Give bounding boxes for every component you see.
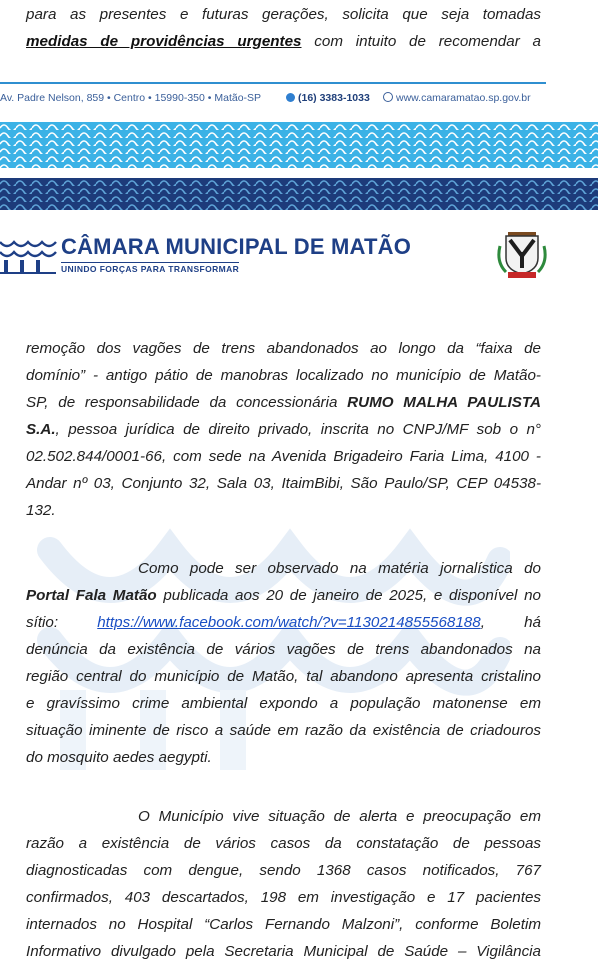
footer-website xyxy=(383,92,531,104)
paragraph-3 xyxy=(26,803,541,965)
footer-phone-text: (16) 3383-1033 xyxy=(298,92,370,104)
p2-line-2b: publicada aos 20 de janeiro de 2025, e disponível no xyxy=(163,587,541,604)
p2-line-4: denúncia da existência de vários vagões de trens abandonados na xyxy=(26,641,541,658)
p2-line-5: região central do município de Matão, tal abandono apresenta cristalino xyxy=(26,668,541,685)
p2-line-3b: , xyxy=(480,614,485,631)
header-wave-band xyxy=(0,122,598,210)
p2-line-7: situação iminente de risco a saúde em razão da existência de criadouros xyxy=(26,722,541,739)
p2-line-3a: sítio: xyxy=(26,614,59,631)
p1-line-5: 02.502.844/0001-66, com sede na Avenida Brigadeiro Faria Lima, 4100 - xyxy=(26,448,541,465)
footer-rule xyxy=(0,82,546,84)
facebook-link[interactable]: https://www.facebook.com/watch/?v=1130214855568188 xyxy=(97,614,481,631)
p3-line-4: confirmados, 403 descartados, 198 em investigação e 17 pacientes xyxy=(26,889,541,906)
p3-line-6: Informativo divulgado pela Secretaria Municipal de Saúde – Vigilância xyxy=(26,943,541,960)
p1-line-3a: SP, de responsabilidade da concessionária xyxy=(26,394,338,411)
p3-line-1: O Município vive situação de alerta e preocupação em xyxy=(138,808,541,825)
p3-line-5: internados no Hospital “Carlos Fernando Malzoni”, conforme Boletim xyxy=(26,916,541,933)
globe-icon xyxy=(383,92,393,102)
camara-logo-icon xyxy=(0,232,58,276)
p1-line-4b: , pessoa jurídica de direito privado, inscrita no CNPJ/MF sob o n° xyxy=(55,421,541,438)
header-title: CÂMARA MUNICIPAL DE MATÃO xyxy=(61,234,412,259)
p1-line-6: Andar nº 03, Conjunto 32, Sala 03, ItaimBibi, São Paulo/SP, CEP 04538- xyxy=(26,475,541,492)
p1-line-1: remoção dos vagões de trens abandonados ao longo da “faixa de xyxy=(26,340,541,357)
p2-line-6: e gravíssimo crime ambiental expondo a população matonense em xyxy=(26,695,541,712)
footer-phone xyxy=(286,92,370,104)
paragraph-1 xyxy=(26,335,541,524)
previous-page-text xyxy=(26,1,541,55)
page-footer xyxy=(0,82,546,114)
p3-line-2: razão a existência de vários casos da constatação de pessoas xyxy=(26,835,541,852)
footer-website-text: www.camaramatao.sp.gov.br xyxy=(396,92,531,104)
p2-line-1: Como pode ser observado na matéria jornalística do xyxy=(138,560,541,577)
p3-line-3: diagnosticadas com dengue, sendo 1368 casos notificados, 767 xyxy=(26,862,541,879)
p2-line-3c: há xyxy=(524,614,541,631)
p2-line-8: do mosquito aedes aegypti. xyxy=(26,749,212,766)
company-name: RUMO MALHA PAULISTA xyxy=(347,394,541,411)
header-subtitle: UNINDO FORÇAS PARA TRANSFORMAR xyxy=(61,264,240,274)
phone-icon xyxy=(286,93,295,102)
portal-name: Portal Fala Matão xyxy=(26,587,157,604)
p1-line-7: 132. xyxy=(26,502,56,519)
company-suffix: S.A. xyxy=(26,421,56,438)
footer-address: Av. Padre Nelson, 859 • Centro • 15990-350 • Matão-SP xyxy=(0,92,262,104)
p1-line-2: domínio” - antigo pátio de manobras localizado no município de Matão- xyxy=(26,367,541,384)
prev-line-2-rest: com intuito de recomendar a xyxy=(314,33,541,50)
paragraph-2 xyxy=(26,555,541,771)
prev-line-1: para as presentes e futuras gerações, solicita que seja tomadas xyxy=(26,6,541,23)
coat-of-arms-icon xyxy=(494,228,550,280)
urgent-measures-emphasis: medidas de providências urgentes xyxy=(26,33,302,50)
